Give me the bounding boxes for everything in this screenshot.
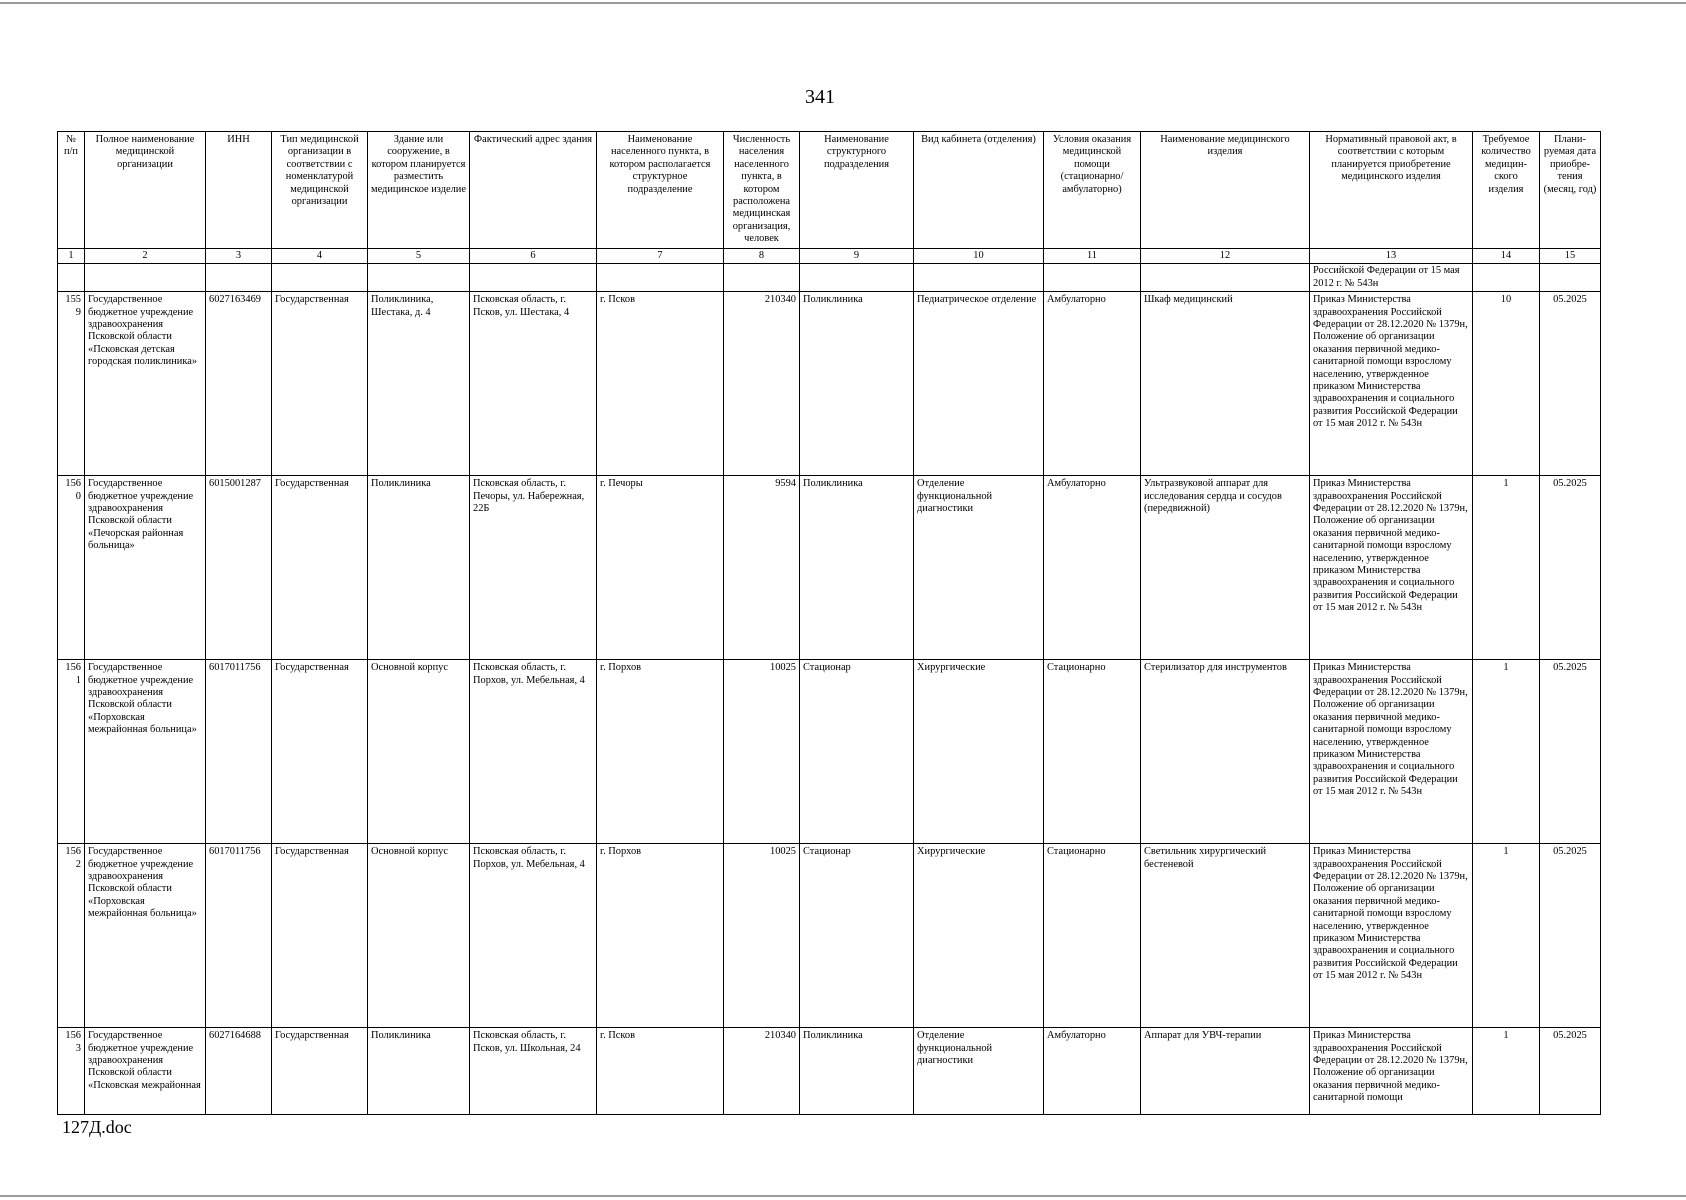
purchase-date-cell: 05.2025 [1540,1028,1601,1115]
column-header: Условия оказания медицинской помощи (стационарно/ амбулаторно) [1044,132,1141,249]
page-number: 341 [805,86,835,108]
column-number: 10 [914,249,1044,264]
legal-act-cell: Приказ Министерства здравоохранения Российской Федерации от 28.12.2020 № 1379н, Положение об организации оказания первичной медико-санитарной помощи взрослому населению, утвержденное приказом Министерства здравоохранения и социального развития Российской Федерации от 15 мая 2012 г. № 543н [1310,844,1473,1028]
structural-unit-cell: Стационар [800,660,914,844]
column-number: 3 [206,249,272,264]
address-cell: Псковская область, г. Печоры, ул. Набережная, 22Б [470,476,597,660]
row-number-cell: 1562 [58,844,85,1028]
purchase-date-cell: 05.2025 [1540,292,1601,476]
population-cell: 10025 [724,844,800,1028]
table-header-row [58,132,1601,249]
inn-cell: 6015001287 [206,476,272,660]
inn-cell: 6017011756 [206,660,272,844]
org-name-cell: Государственное бюджетное учреждение здравоохранения Псковской области «Псковская межрайонная [85,1028,206,1115]
structural-unit-cell: Поликлиника [800,476,914,660]
column-header: Численность населения населенного пункта, в котором расположена медицинская организация, человек [724,132,800,249]
locality-cell: г. Псков [597,292,724,476]
column-number: 2 [85,249,206,264]
care-conditions-cell: Амбулаторно [1044,1028,1141,1115]
care-conditions-cell: Стационарно [1044,660,1141,844]
locality-cell: г. Печоры [597,476,724,660]
legal-act-cell: Приказ Министерства здравоохранения Российской Федерации от 28.12.2020 № 1379н, Положение об организации оказания первичной медико-санитарной помощи взрослому населению, утвержденное приказом Министерства здравоохранения и социального развития Российской Федерации от 15 мая 2012 г. № 543н [1310,660,1473,844]
cabinet-type-cell: Хирургические [914,660,1044,844]
locality-cell: г. Псков [597,1028,724,1115]
care-conditions-cell: Амбулаторно [1044,292,1141,476]
purchase-date-cell: 05.2025 [1540,844,1601,1028]
org-type-cell: Государственная [272,844,368,1028]
purchase-date-cell: 05.2025 [1540,476,1601,660]
cabinet-type-cell: Отделение функциональной диагностики [914,476,1044,660]
column-number: 6 [470,249,597,264]
purchase-date-cell: 05.2025 [1540,660,1601,844]
care-conditions-cell: Стационарно [1044,844,1141,1028]
quantity-cell: 1 [1473,1028,1540,1115]
cabinet-type-cell: Хирургические [914,844,1044,1028]
column-header: № п/п [58,132,85,249]
column-number: 12 [1141,249,1310,264]
footer-filename: 127Д.doc [62,1117,132,1137]
address-cell: Псковская область, г. Псков, ул. Шестака, 4 [470,292,597,476]
locality-cell: г. Порхов [597,660,724,844]
device-name-cell: Светильник хирургический бестеневой [1141,844,1310,1028]
quantity-cell: 1 [1473,844,1540,1028]
column-header: Требуемое количество медицин-ского изделия [1473,132,1540,249]
quantity-cell: 1 [1473,660,1540,844]
org-type-cell: Государственная [272,1028,368,1115]
scan-edge-bottom [0,1195,1686,1197]
row-number-cell: 1561 [58,660,85,844]
address-cell: Псковская область, г. Порхов, ул. Мебельная, 4 [470,844,597,1028]
legal-act-cell: Приказ Министерства здравоохранения Российской Федерации от 28.12.2020 № 1379н, Положение об организации оказания первичной медико-санитарной помощи взрослому населению, утвержденное приказом Министерства здравоохранения и социального развития Российской Федерации от 15 мая 2012 г. № 543н [1310,476,1473,660]
table-row [58,292,1601,476]
structural-unit-cell: Поликлиника [800,292,914,476]
column-number: 14 [1473,249,1540,264]
quantity-cell: 10 [1473,292,1540,476]
column-number: 1 [58,249,85,264]
column-header: Полное наименование медицинской организации [85,132,206,249]
population-cell: 210340 [724,292,800,476]
org-name-cell: Государственное бюджетное учреждение здравоохранения Псковской области «Порховская межрайонная больница» [85,660,206,844]
column-number: 5 [368,249,470,264]
address-cell: Псковская область, г. Порхов, ул. Мебельная, 4 [470,660,597,844]
column-header: Плани-руемая дата приобре-тения (месяц, год) [1540,132,1601,249]
org-name-cell: Государственное бюджетное учреждение здравоохранения Псковской области «Печорская районная больница» [85,476,206,660]
inn-cell: 6027163469 [206,292,272,476]
population-cell: 9594 [724,476,800,660]
org-type-cell: Государственная [272,476,368,660]
device-name-cell: Стерилизатор для инструментов [1141,660,1310,844]
column-header: Нормативный правовой акт, в соответствии с которым планируется приобретение медицинского изделия [1310,132,1473,249]
column-number-row [58,249,1601,264]
column-header: Тип медицинской организации в соответствии с номенклатурой медицинской организации [272,132,368,249]
column-header: Наименование населенного пункта, в котором располагается структурное подразделение [597,132,724,249]
org-name-cell: Государственное бюджетное учреждение здравоохранения Псковской области «Порховская межрайонная больница» [85,844,206,1028]
org-type-cell: Государственная [272,660,368,844]
column-number: 4 [272,249,368,264]
column-number: 15 [1540,249,1601,264]
care-conditions-cell: Амбулаторно [1044,476,1141,660]
carryover-act-text: Российской Федерации от 15 мая 2012 г. № 543н [1310,264,1473,292]
device-name-cell: Ультразвуковой аппарат для исследования сердца и сосудов (передвижной) [1141,476,1310,660]
structural-unit-cell: Стационар [800,844,914,1028]
address-cell: Псковская область, г. Псков, ул. Школьная, 24 [470,1028,597,1115]
cabinet-type-cell: Педиатрическое отделение [914,292,1044,476]
column-header: Фактический адрес здания [470,132,597,249]
legal-act-cell: Приказ Министерства здравоохранения Российской Федерации от 28.12.2020 № 1379н, Положение об организации оказания первичной медико-санитарной помощи [1310,1028,1473,1115]
device-name-cell: Шкаф медицинский [1141,292,1310,476]
population-cell: 210340 [724,1028,800,1115]
column-header: Наименование структурного подразделения [800,132,914,249]
structural-unit-cell: Поликлиника [800,1028,914,1115]
column-number: 9 [800,249,914,264]
equipment-table [57,131,1601,1115]
building-cell: Поликлиника, Шестака, д. 4 [368,292,470,476]
device-name-cell: Аппарат для УВЧ-терапии [1141,1028,1310,1115]
column-header: ИНН [206,132,272,249]
table-row [58,660,1601,844]
column-number: 11 [1044,249,1141,264]
cabinet-type-cell: Отделение функциональной диагностики [914,1028,1044,1115]
scan-edge-top [0,2,1686,4]
locality-cell: г. Порхов [597,844,724,1028]
column-header: Вид кабинета (отделения) [914,132,1044,249]
column-number: 8 [724,249,800,264]
building-cell: Основной корпус [368,660,470,844]
table-row [58,844,1601,1028]
org-type-cell: Государственная [272,292,368,476]
column-header: Здание или сооружение, в котором планируется разместить медицинское изделие [368,132,470,249]
table-row [58,476,1601,660]
row-number-cell: 1563 [58,1028,85,1115]
inn-cell: 6017011756 [206,844,272,1028]
table-row [58,1028,1601,1115]
building-cell: Основной корпус [368,844,470,1028]
carryover-row [58,264,1601,292]
building-cell: Поликлиника [368,476,470,660]
population-cell: 10025 [724,660,800,844]
column-number: 7 [597,249,724,264]
quantity-cell: 1 [1473,476,1540,660]
building-cell: Поликлиника [368,1028,470,1115]
legal-act-cell: Приказ Министерства здравоохранения Российской Федерации от 28.12.2020 № 1379н, Положение об организации оказания первичной медико-санитарной помощи взрослому населению, утвержденное приказом Министерства здравоохранения и социального развития Российской Федерации от 15 мая 2012 г. № 543н [1310,292,1473,476]
org-name-cell: Государственное бюджетное учреждение здравоохранения Псковской области «Псковская детская городская поликлиника» [85,292,206,476]
column-number: 13 [1310,249,1473,264]
inn-cell: 6027164688 [206,1028,272,1115]
row-number-cell: 1560 [58,476,85,660]
column-header: Наименование медицинского изделия [1141,132,1310,249]
row-number-cell: 1559 [58,292,85,476]
